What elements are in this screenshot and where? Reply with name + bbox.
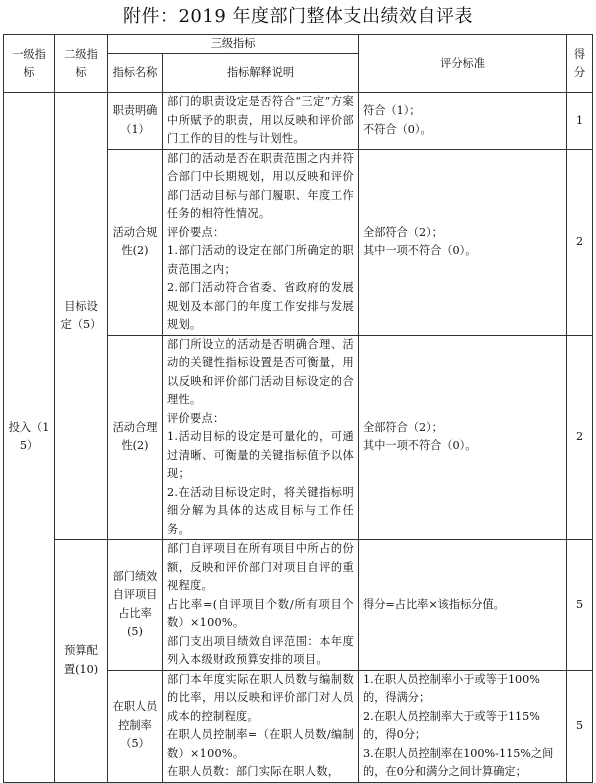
indicator-desc: 部门的职责设定是否符合“三定”方案中所赋予的职责，用以反映和评价部门工作的目的性与计划性。	[163, 93, 359, 150]
performance-table	[3, 34, 593, 783]
header-indicator-desc: 指标解释说明	[163, 54, 359, 93]
header-level2: 二级指标	[55, 35, 108, 93]
indicator-score: 2	[567, 335, 593, 540]
indicator-name: 部门绩效自评项目占比率(5)	[108, 540, 163, 671]
indicator-desc: 部门所设立的活动是否明确合理、活动的关键性指标设置是否可衡量，用以反映和评价部门活动目标设定的合理性。 评价要点： 1.活动目标的设定是可量化的，可通过清晰、可衡量的关键指标值予以体现； 2.在活动目标设定时，将关键指标明细分解为具体的达成目标与工作任务。	[163, 335, 359, 540]
indicator-name: 活动合理性(2)	[108, 335, 163, 540]
indicator-score: 2	[567, 149, 593, 335]
header-criteria: 评分标准	[359, 35, 567, 93]
table-row	[4, 93, 593, 150]
table-row	[4, 540, 593, 671]
header-score: 得分	[567, 35, 593, 93]
indicator-score: 1	[567, 93, 593, 150]
indicator-name: 职责明确（1）	[108, 93, 163, 150]
indicator-criteria: 全部符合（2）； 其中一项不符合（0）。	[359, 149, 567, 335]
indicator-desc: 部门自评项目在所有项目中所占的份额，反映和评价部门对项目自评的重视程度。 占比率=(自评项目个数/所有项目个数）×100%。 部门支出项目绩效自评范围：本年度列入本级财政预算安排的项目。	[163, 540, 359, 671]
indicator-criteria: 1.在职人员控制率小于或等于100%的，得满分； 2.在职人员控制率大于或等于115%的，得0分； 3.在职人员控制率在100%-115%之间的，在0分和满分之间计算确定；	[359, 670, 567, 782]
indicator-desc: 部门的活动是否在职责范围之内并符合部门中长期规划，用以反映和评价部门活动目标与部门履职、年度工作任务的相符性情况。 评价要点： 1.部门活动的设定在部门所确定的职责范围之内； 2.部门活动符合省委、省政府的发展规划及本部门的年度工作安排与发展规划。	[163, 149, 359, 335]
group-budget-config: 预算配置(10)	[55, 540, 108, 783]
indicator-name: 活动合规性(2)	[108, 149, 163, 335]
header-indicator-name: 指标名称	[108, 54, 163, 93]
indicator-criteria: 符合（1）； 不符合（0）。	[359, 93, 567, 150]
group-goal-setting: 目标设定（5）	[55, 93, 108, 540]
indicator-criteria: 得分=占比率×该指标分值。	[359, 540, 567, 671]
page-title: 附件：2019 年度部门整体支出绩效自评表	[122, 6, 474, 27]
indicator-desc: 部门本年度实际在职人员数与编制数的比率，用以反映和评价部门对人员成本的控制程度。 在职人员控制率=（在职人员数/编制数）×100%。 在职人员数：部门实际在职人数，	[163, 670, 359, 782]
header-level3: 三级指标	[108, 35, 359, 54]
indicator-name: 在职人员控制率（5）	[108, 670, 163, 782]
indicator-criteria: 全部符合（2）； 其中一项不符合（0）。	[359, 335, 567, 540]
indicator-score: 5	[567, 670, 593, 782]
header-level1: 一级指标	[4, 35, 55, 93]
indicator-score: 5	[567, 540, 593, 671]
group-input: 投入（15）	[4, 93, 55, 783]
